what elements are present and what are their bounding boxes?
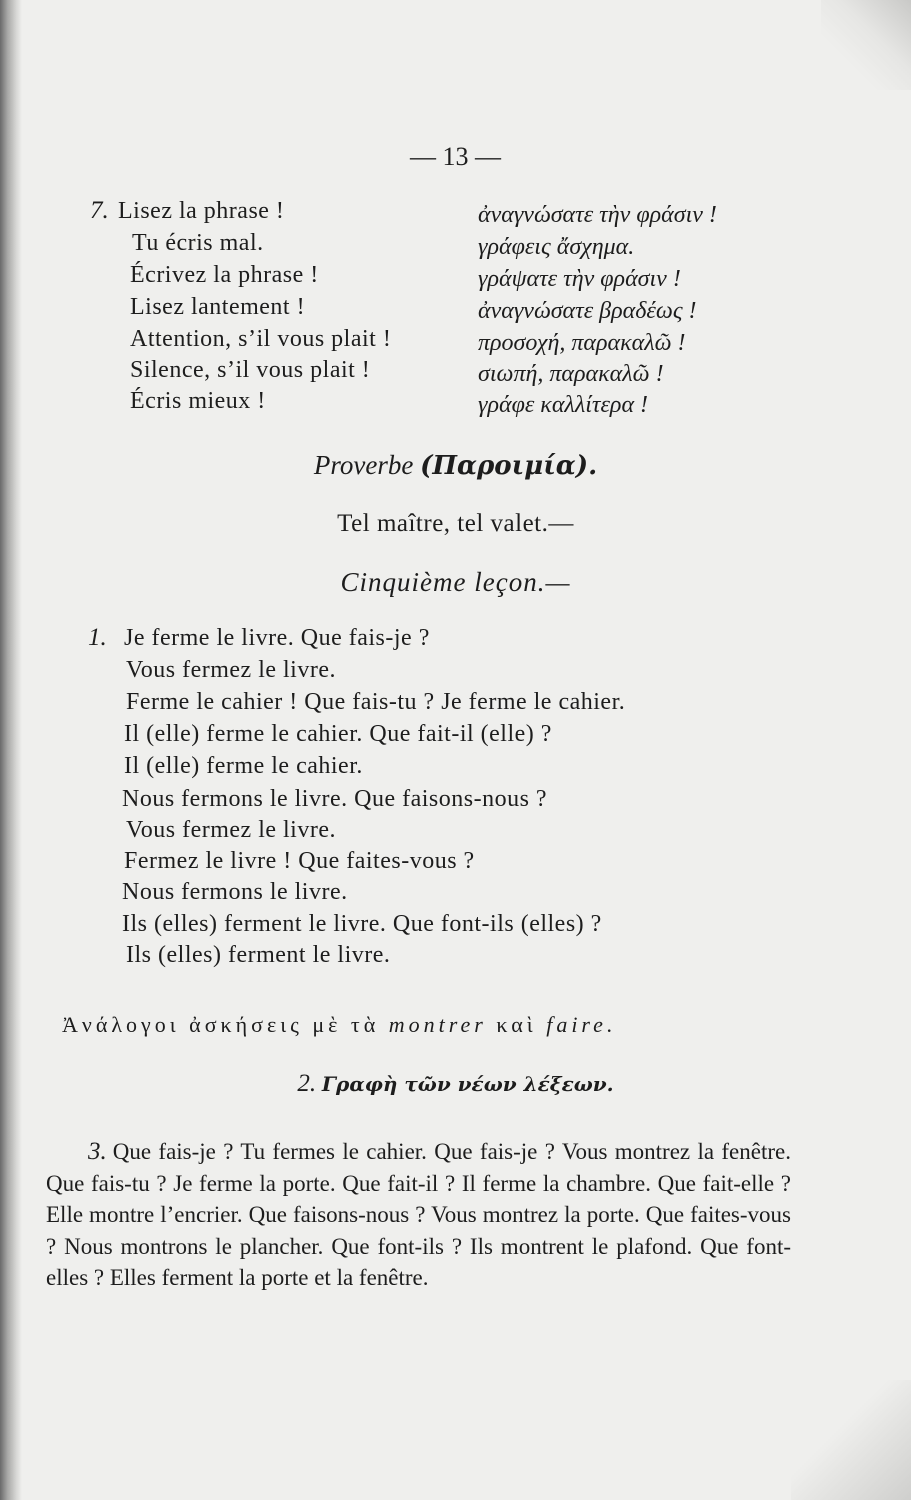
greek-line: προσοχή, παρακαλῶ ! (478, 330, 686, 356)
section-2-number: 2. (297, 1070, 317, 1097)
proverb-text: Tel maître, tel valet.— (337, 510, 574, 537)
exercise-line: Il (elle) ferme le cahier. (124, 753, 363, 779)
exercise-line: Fermez le livre ! Que faites-vous ? (124, 848, 475, 874)
proverb-title-greek: (Παροιμία). (420, 451, 598, 481)
greek-line: γράφε καλλίτερα ! (478, 392, 649, 418)
lesson-title: Cinquième leçon.— (340, 567, 571, 597)
greek-line: γράψατε τὴν φράσιν ! (478, 266, 681, 292)
french-line: Écris mieux ! (130, 388, 266, 414)
greek-line: σιωπή, παρακαλῶ ! (478, 361, 664, 387)
french-line: Lisez lantement ! (130, 294, 306, 320)
page-binding-edge (0, 0, 22, 1500)
section-3-text: Que fais-je ? Tu fermes le cahier. Que fais-je ? Vous montrez la fenêtre. Que fais-tu ? Je ferme la porte. Que fait-il ? Il ferme la chambre. Que fait-elle ? Elle montre l’encrier. Que faisons-nous ? Vous montrez la porte. Que faites-vous ? Nous montrons le plancher. Que font-ils ? Ils montrent le plafond. Que font-elles ? Elles ferment la porte et la fenêtre. (46, 1139, 791, 1290)
section-7-number: 7. (90, 197, 109, 224)
french-line: Silence, s’il vous plait ! (130, 357, 371, 383)
greek-line: ἀναγνώσατε τὴν φράσιν ! (478, 202, 717, 228)
analogous-verb-faire: faire. (546, 1012, 617, 1037)
page-corner-wear-bottom (791, 1380, 911, 1500)
proverb-title-french: Proverbe (313, 450, 414, 480)
analogous-verb-montrer: montrer (388, 1012, 487, 1037)
french-line: Tu écris mal. (132, 230, 264, 256)
french-line: Lisez la phrase ! (118, 198, 285, 224)
exercise-line: Ferme le cahier ! Que fais-tu ? Je ferme le cahier. (126, 689, 626, 715)
exercise-line: Je ferme le livre. Que fais-je ? (124, 625, 430, 651)
section-2-heading (0, 1070, 911, 1098)
exercise-line: Ils (elles) ferment le livre. Que font-ils (elles) ? (122, 911, 602, 937)
analogous-conjunction: καὶ (496, 1012, 537, 1037)
section-3-number: 3. (88, 1138, 107, 1165)
section-3-paragraph (46, 1136, 791, 1294)
greek-line: ἀναγνώσατε βραδέως ! (478, 298, 697, 324)
exercise-line: Vous fermez le livre. (126, 817, 336, 843)
analogous-exercises-line (62, 1012, 616, 1038)
page-corner-wear (821, 0, 911, 90)
page-number: — 13 — (410, 142, 501, 171)
exercise-line: Vous fermez le livre. (126, 657, 336, 683)
exercise-line: Il (elle) ferme le cahier. Que fait-il (elle) ? (124, 721, 552, 747)
exercise-line: Nous fermons le livre. (122, 879, 348, 905)
french-line: Attention, s’il vous plait ! (130, 326, 392, 352)
section-1-number: 1. (88, 624, 107, 651)
section-2-text: Γραφὴ τῶν νέων λέξεων. (321, 1072, 614, 1096)
exercise-line: Nous fermons le livre. Que faisons-nous ? (122, 786, 548, 812)
exercise-line: Ils (elles) ferment le livre. (126, 942, 391, 968)
french-line: Écrivez la phrase ! (130, 262, 319, 288)
greek-line: γράφεις ἄσχημα. (478, 234, 635, 260)
analogous-greek-text: Ἀνάλογοι ἀσκήσεις μὲ τὰ (62, 1012, 380, 1037)
proverb-heading (0, 450, 911, 481)
